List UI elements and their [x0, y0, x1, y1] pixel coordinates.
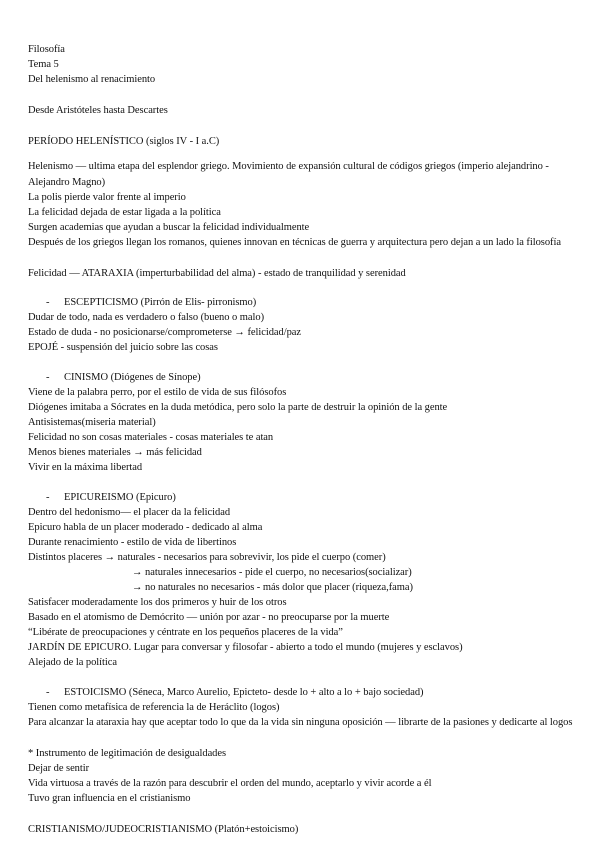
escepticismo-heading: ESCEPTICISMO (Pirrón de Elis- pirronismo)	[64, 297, 257, 308]
estoicismo-line: Tienen como metafísica de referencia la de Heráclito (logos)	[28, 702, 280, 713]
bullet-marker: -	[46, 492, 50, 503]
bullet-marker: -	[46, 687, 50, 698]
cinismo-line: Felicidad no son cosas materiales - cosas materiales te atan	[28, 432, 274, 443]
estoicismo-line: Dejar de sentir	[28, 763, 90, 774]
helenistico-heading: PERÍODO HELENÍSTICO (siglos IV - I a.C)	[28, 136, 220, 147]
epicureismo-subline: → naturales innecesarios - pide el cuerpo, no necesarios(socializar)	[132, 567, 412, 578]
bullet-marker: -	[46, 297, 50, 308]
escepticismo-line: Dudar de todo, nada es verdadero o falso (bueno o malo)	[28, 312, 265, 323]
cinismo-line: Diógenes imitaba a Sócrates en la duda metódica, pero solo la parte de destruir la opinión de la gente	[28, 402, 448, 413]
title-line: Del helenismo al renacimiento	[28, 74, 156, 85]
cinismo-line: Viene de la palabra perro, por el estilo de vida de sus filósofos	[28, 387, 287, 398]
cinismo-heading: CINISMO (Diógenes de Sínope)	[64, 372, 201, 383]
escepticismo-line: EPOJÉ - suspensión del juicio sobre las cosas	[28, 342, 218, 353]
epicureismo-line: JARDÍN DE EPICURO. Lugar para conversar y filosofar - abierto a todo el mundo (mujeres y esclavos)	[28, 642, 463, 653]
helenistico-line: La polis pierde valor frente al imperio	[28, 192, 186, 203]
helenistico-line: Felicidad — ATARAXIA (imperturbabilidad del alma) - estado de tranquilidad y serenidad	[28, 268, 406, 279]
epicureismo-line: Satisfacer moderadamente los dos primeros y huir de los otros	[28, 597, 287, 608]
epicureismo-line: Basado en el atomismo de Demócrito — unión por azar - no preocuparse por la muerte	[28, 612, 390, 623]
cinismo-line: Vivir en la máxima libertad	[28, 462, 143, 473]
unit-line: Tema 5	[28, 59, 59, 70]
epicureismo-heading: EPICUREISMO (Epicuro)	[64, 492, 176, 503]
estoicismo-line: Vida virtuosa a través de la razón para descubrir el orden del mundo, aceptarlo y vivir acorde a él	[28, 778, 432, 789]
epicureismo-line: Alejado de la política	[28, 657, 117, 668]
helenistico-line: La felicidad dejada de estar ligada a la política	[28, 207, 221, 218]
epicureismo-line: Durante renacimiento - estilo de vida de libertinos	[28, 537, 237, 548]
epicureismo-line: Dentro del hedonismo— el placer da la felicidad	[28, 507, 231, 518]
estoicismo-line: Tuvo gran influencia en el cristianismo	[28, 793, 191, 804]
escepticismo-line: Estado de duda - no posicionarse/comprometerse → felicidad/paz	[28, 327, 302, 338]
epicureismo-quote: “Libérate de preocupaciones y céntrate en los pequeños placeres de la vida”	[28, 627, 343, 638]
subtitle-line: Desde Aristóteles hasta Descartes	[28, 105, 168, 116]
epicureismo-subline: → no naturales no necesarios - más dolor que placer (riqueza,fama)	[132, 582, 413, 593]
helenistico-line: Después de los griegos llegan los romanos, quienes innovan en técnicas de guerra y arquitectura pero dejan a un lado la filosofía	[28, 237, 561, 248]
estoicismo-heading: ESTOICISMO (Séneca, Marco Aurelio, Epicteto- desde lo + alto a lo + bajo sociedad)	[64, 687, 424, 698]
helenistico-line: Helenismo — ultima etapa del esplendor griego. Movimiento de expansión cultural de códigos griegos (imperio alejandrino - Alejandro Magno)	[28, 161, 549, 188]
epicureismo-line: Epicuro habla de un placer moderado - dedicado al alma	[28, 522, 263, 533]
cristianismo-heading: CRISTIANISMO/JUDEOCRISTIANISMO (Platón+estoicismo)	[28, 824, 299, 835]
epicureismo-line: Distintos placeres → naturales - necesarios para sobrevivir, los pide el cuerpo (comer)	[28, 552, 386, 563]
bullet-marker: -	[46, 372, 50, 383]
helenistico-line: Surgen academias que ayudan a buscar la felicidad individualmente	[28, 222, 310, 233]
estoicismo-line: * Instrumento de legitimación de desigualdades	[28, 748, 227, 759]
estoicismo-line: Para alcanzar la ataraxia hay que aceptar todo lo que da la vida sin ninguna oposición — librarte de la pasiones y dedicarte al logos	[28, 717, 573, 728]
subject-line: Filosofía	[28, 44, 65, 55]
cinismo-line: Menos bienes materiales → más felicidad	[28, 447, 202, 458]
cinismo-line: Antisistemas(miseria material)	[28, 417, 156, 428]
